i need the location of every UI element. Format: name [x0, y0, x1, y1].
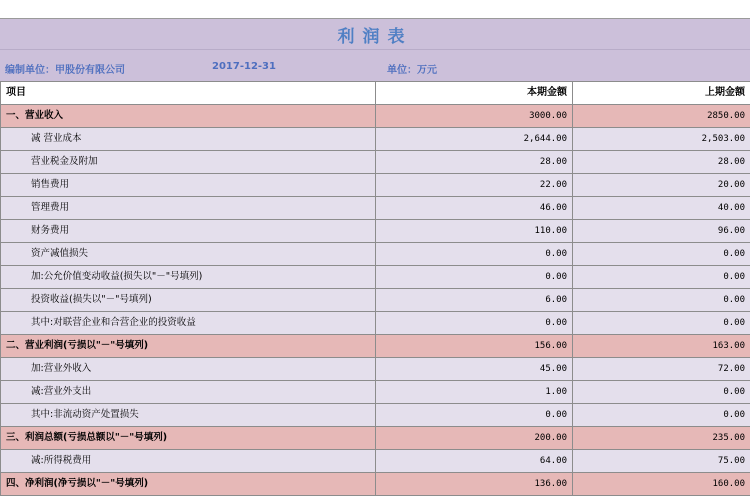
table-row [1, 174, 750, 197]
current-amount-cell: 0.00 [376, 404, 573, 427]
previous-amount-cell: 72.00 [573, 358, 750, 381]
current-amount-cell: 1.00 [376, 381, 573, 404]
table-row [1, 197, 750, 220]
income-table [0, 81, 750, 496]
table-row [1, 312, 750, 335]
current-amount-cell: 3000.00 [376, 105, 573, 128]
current-amount-cell: 156.00 [376, 335, 573, 358]
header-previous-amount: 上期金额 [573, 82, 750, 105]
row-label: 四、净利润(净亏损以"－"号填列) [1, 473, 376, 496]
previous-amount-cell: 0.00 [573, 381, 750, 404]
current-amount-cell: 0.00 [376, 266, 573, 289]
table-row [1, 243, 750, 266]
row-label: 二、营业利润(亏损以"－"号填列) [1, 335, 376, 358]
header-current-amount: 本期金额 [376, 82, 573, 105]
previous-amount-cell: 2,503.00 [573, 128, 750, 151]
section-row [1, 473, 750, 496]
row-label: 减 营业成本 [1, 128, 376, 151]
row-label: 加:公允价值变动收益(损失以"－"号填列) [1, 266, 376, 289]
table-row [1, 381, 750, 404]
row-label: 减:营业外支出 [1, 381, 376, 404]
info-bar [0, 49, 750, 82]
section-row [1, 427, 750, 450]
row-label: 财务费用 [1, 220, 376, 243]
table-row [1, 289, 750, 312]
previous-amount-cell: 0.00 [573, 312, 750, 335]
title-bar [0, 18, 750, 50]
row-label: 减:所得税费用 [1, 450, 376, 473]
row-label: 资产减值损失 [1, 243, 376, 266]
previous-amount-cell: 20.00 [573, 174, 750, 197]
report-date: 2017-12-31 [212, 61, 276, 72]
previous-amount-cell: 2850.00 [573, 105, 750, 128]
table-header-row [1, 82, 750, 105]
previous-amount-cell: 40.00 [573, 197, 750, 220]
row-label: 投资收益(损失以"－"号填列) [1, 289, 376, 312]
row-label: 其中:非流动资产处置损失 [1, 404, 376, 427]
statement-title: 利润表 [337, 27, 413, 47]
current-amount-cell: 136.00 [376, 473, 573, 496]
current-amount-cell: 6.00 [376, 289, 573, 312]
current-amount-cell: 22.00 [376, 174, 573, 197]
row-label: 加:营业外收入 [1, 358, 376, 381]
current-amount-cell: 46.00 [376, 197, 573, 220]
previous-amount-cell: 96.00 [573, 220, 750, 243]
row-label: 销售费用 [1, 174, 376, 197]
row-label: 管理费用 [1, 197, 376, 220]
table-row [1, 450, 750, 473]
table-row [1, 266, 750, 289]
current-amount-cell: 64.00 [376, 450, 573, 473]
table-row [1, 151, 750, 174]
previous-amount-cell: 163.00 [573, 335, 750, 358]
current-amount-cell: 28.00 [376, 151, 573, 174]
reporting-entity: 编制单位：甲股份有限公司 [5, 65, 125, 76]
header-item: 项目 [1, 82, 376, 105]
previous-amount-cell: 0.00 [573, 404, 750, 427]
current-amount-cell: 0.00 [376, 312, 573, 335]
current-amount-cell: 200.00 [376, 427, 573, 450]
table-row [1, 220, 750, 243]
section-row [1, 105, 750, 128]
previous-amount-cell: 0.00 [573, 289, 750, 312]
previous-amount-cell: 28.00 [573, 151, 750, 174]
current-amount-cell: 45.00 [376, 358, 573, 381]
previous-amount-cell: 0.00 [573, 243, 750, 266]
row-label: 三、利润总额(亏损总额以"－"号填列) [1, 427, 376, 450]
table-row [1, 358, 750, 381]
previous-amount-cell: 75.00 [573, 450, 750, 473]
previous-amount-cell: 0.00 [573, 266, 750, 289]
currency-unit: 单位：万元 [387, 65, 437, 76]
row-label: 其中:对联营企业和合营企业的投资收益 [1, 312, 376, 335]
current-amount-cell: 2,644.00 [376, 128, 573, 151]
previous-amount-cell: 160.00 [573, 473, 750, 496]
section-row [1, 335, 750, 358]
previous-amount-cell: 235.00 [573, 427, 750, 450]
row-label: 一、营业收入 [1, 105, 376, 128]
table-row [1, 128, 750, 151]
table-row [1, 404, 750, 427]
current-amount-cell: 0.00 [376, 243, 573, 266]
current-amount-cell: 110.00 [376, 220, 573, 243]
row-label: 营业税金及附加 [1, 151, 376, 174]
